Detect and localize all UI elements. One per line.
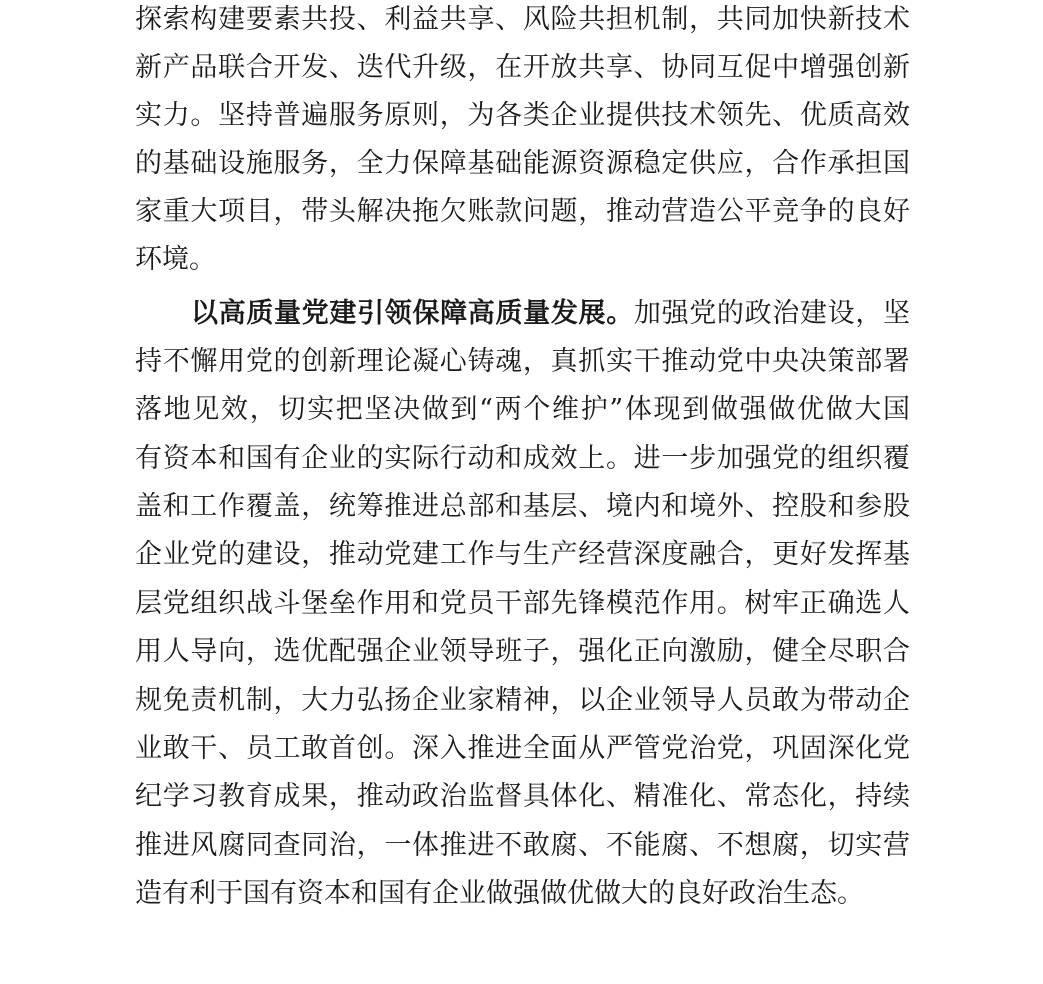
text-line: 环境。 xyxy=(135,244,216,275)
text-line: 层党组织战斗堡垒作用和党员干部先锋模范作用。树牢正确选人 xyxy=(135,588,910,619)
text-line: 的基础设施服务，全力保障基础能源资源稳定供应，合作承担国 xyxy=(135,148,910,179)
text-line: 企业党的建设，推动党建工作与生产经营深度融合，更好发挥基 xyxy=(135,539,910,570)
text-line: 有资本和国有企业的实际行动和成效上。进一步加强党的组织覆 xyxy=(135,443,910,474)
text-line: 推进风腐同查同治，一体推进不敢腐、不能腐、不想腐，切实营 xyxy=(135,830,910,861)
text-line: 家重大项目，带头解决拖欠账款问题，推动营造公平竞争的良好 xyxy=(135,196,910,227)
paragraph-text: 加强党的政治建设，坚 xyxy=(633,298,910,329)
text-line: 用人导向，选优配强企业领导班子，强化正向激励，健全尽职合 xyxy=(135,636,910,667)
text-line: 造有利于国有资本和国有企业做强做优做大的良好政治生态。 xyxy=(135,878,864,909)
text-line: 实力。坚持普遍服务原则，为各类企业提供技术领先、优质高效 xyxy=(135,100,910,131)
text-line: 探索构建要素共投、利益共享、风险共担机制，共同加快新技术 xyxy=(135,4,910,35)
text-line: 业敢干、员工敢首创。深入推进全面从严管党治党，巩固深化党 xyxy=(135,733,910,764)
paragraph-heading: 以高质量党建引领保障高质量发展。 xyxy=(191,298,634,329)
paragraph-first-line xyxy=(191,294,910,334)
text-line: 新产品联合开发、迭代升级，在开放共享、协同互促中增强创新 xyxy=(135,52,910,83)
text-line: 纪学习教育成果，推动政治监督具体化、精准化、常态化，持续 xyxy=(135,781,910,812)
text-line: 规免责机制，大力弘扬企业家精神，以企业领导人员敢为带动企 xyxy=(135,685,910,716)
text-line: 持不懈用党的创新理论凝心铸魂，真抓实干推动党中央决策部署 xyxy=(135,346,910,377)
text-line: 盖和工作覆盖，统筹推进总部和基层、境内和境外、控股和参股 xyxy=(135,491,910,522)
text-line: 落地见效，切实把坚决做到“两个维护”体现到做强做优做大国 xyxy=(135,394,910,425)
